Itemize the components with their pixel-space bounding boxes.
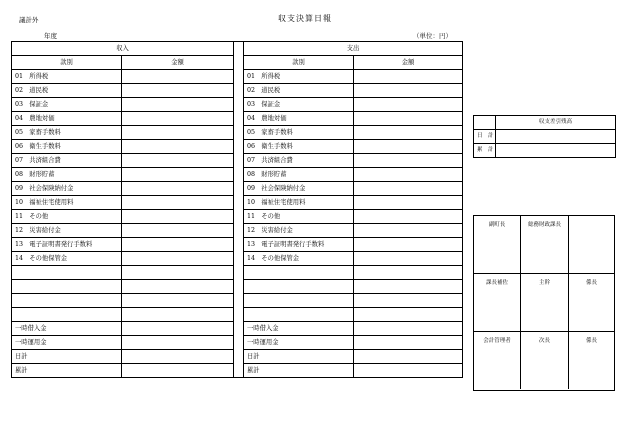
income-category: 06 衛生手数料 bbox=[12, 140, 122, 154]
expense-category: 13 電子証明書発行手数料 bbox=[244, 238, 354, 252]
expense-amount[interactable] bbox=[354, 252, 463, 266]
expense-category: 09 社会保険納付金 bbox=[244, 182, 354, 196]
income-footer-amount[interactable] bbox=[122, 364, 234, 378]
income-amount[interactable] bbox=[122, 84, 234, 98]
expense-amount[interactable] bbox=[354, 182, 463, 196]
expense-amount[interactable] bbox=[354, 154, 463, 168]
fiscal-year-label: 年度 bbox=[44, 32, 57, 40]
expense-category: 14 その他保管金 bbox=[244, 252, 354, 266]
expense-category: 01 所得税 bbox=[244, 70, 354, 84]
page-title: 収支決算日報 bbox=[278, 14, 332, 23]
income-footer-label: 一時借入金 bbox=[12, 322, 122, 336]
income-category: 05 家畜手数料 bbox=[12, 126, 122, 140]
table-row bbox=[12, 210, 463, 224]
table-row bbox=[12, 266, 463, 280]
expense-amount[interactable] bbox=[354, 98, 463, 112]
expense-footer-label: 日計 bbox=[244, 350, 354, 364]
table-row bbox=[12, 322, 463, 336]
income-category: 01 所得税 bbox=[12, 70, 122, 84]
table-row bbox=[12, 336, 463, 350]
expense-category bbox=[244, 294, 354, 308]
table-row bbox=[12, 98, 463, 112]
table-row bbox=[12, 196, 463, 210]
expense-amount[interactable] bbox=[354, 70, 463, 84]
expense-footer-label: 一時運用金 bbox=[244, 336, 354, 350]
income-category: 09 社会保険納付金 bbox=[12, 182, 122, 196]
approval-block bbox=[473, 215, 615, 391]
expense-amount[interactable] bbox=[354, 266, 463, 280]
income-footer-label: 日計 bbox=[12, 350, 122, 364]
expense-section-header: 支出 bbox=[244, 42, 463, 56]
income-category bbox=[12, 308, 122, 322]
expense-category: 08 財形貯蓄 bbox=[244, 168, 354, 182]
expense-amount[interactable] bbox=[354, 112, 463, 126]
income-amount[interactable] bbox=[122, 140, 234, 154]
expense-category bbox=[244, 308, 354, 322]
expense-amount[interactable] bbox=[354, 280, 463, 294]
stamp-box-accounting-manager[interactable]: 会計管理者 bbox=[474, 332, 521, 389]
unit-label: （単位：円） bbox=[413, 32, 452, 40]
income-category: 11 その他 bbox=[12, 210, 122, 224]
income-amount[interactable] bbox=[122, 238, 234, 252]
expense-amount[interactable] bbox=[354, 140, 463, 154]
expense-footer-label: 一時借入金 bbox=[244, 322, 354, 336]
income-category: 08 財形貯蓄 bbox=[12, 168, 122, 182]
income-amount[interactable] bbox=[122, 154, 234, 168]
expense-category: 11 その他 bbox=[244, 210, 354, 224]
income-footer-label: 累計 bbox=[12, 364, 122, 378]
expense-amount[interactable] bbox=[354, 126, 463, 140]
stamp-box-general-affairs-chief[interactable]: 総務財政課長 bbox=[521, 216, 569, 274]
expense-footer-amount[interactable] bbox=[354, 322, 463, 336]
table-row bbox=[12, 280, 463, 294]
income-amount[interactable] bbox=[122, 70, 234, 84]
expense-amount[interactable] bbox=[354, 308, 463, 322]
table-row bbox=[12, 238, 463, 252]
income-category: 13 電子証明書発行手数料 bbox=[12, 238, 122, 252]
expense-amount[interactable] bbox=[354, 238, 463, 252]
table-row bbox=[12, 140, 463, 154]
income-col-category: 款別 bbox=[12, 56, 122, 70]
expense-col-amount: 金額 bbox=[354, 56, 463, 70]
table-row bbox=[12, 294, 463, 308]
balance-daily-value[interactable] bbox=[496, 130, 616, 144]
doc-code: 議計外 bbox=[19, 16, 39, 24]
income-category: 14 その他保管金 bbox=[12, 252, 122, 266]
stamp-box-deputy-director[interactable]: 次長 bbox=[521, 332, 569, 389]
stamp-box-section-chief-2[interactable]: 係長 bbox=[585, 338, 597, 344]
expense-amount[interactable] bbox=[354, 84, 463, 98]
income-amount[interactable] bbox=[122, 266, 234, 280]
expense-amount[interactable] bbox=[354, 224, 463, 238]
income-amount[interactable] bbox=[122, 196, 234, 210]
table-row bbox=[12, 84, 463, 98]
income-footer-amount[interactable] bbox=[122, 350, 234, 364]
stamp-box-section-chief[interactable]: 係長 bbox=[569, 274, 614, 332]
expense-category: 02 道民税 bbox=[244, 84, 354, 98]
income-footer-amount[interactable] bbox=[122, 322, 234, 336]
expense-category: 04 農地対価 bbox=[244, 112, 354, 126]
income-category: 12 災害給付金 bbox=[12, 224, 122, 238]
income-amount[interactable] bbox=[122, 308, 234, 322]
income-amount[interactable] bbox=[122, 280, 234, 294]
expense-category: 10 福祉住宅使用料 bbox=[244, 196, 354, 210]
balance-row-label: 累 計 bbox=[474, 144, 496, 158]
expense-category bbox=[244, 280, 354, 294]
expense-footer-amount[interactable] bbox=[354, 364, 463, 378]
expense-amount[interactable] bbox=[354, 210, 463, 224]
table-row bbox=[12, 70, 463, 84]
income-col-amount: 金額 bbox=[122, 56, 234, 70]
income-amount[interactable] bbox=[122, 252, 234, 266]
expense-category: 03 保証金 bbox=[244, 98, 354, 112]
income-category: 02 道民税 bbox=[12, 84, 122, 98]
income-category: 03 保証金 bbox=[12, 98, 122, 112]
expense-footer-label: 累計 bbox=[244, 364, 354, 378]
income-amount[interactable] bbox=[122, 294, 234, 308]
income-expense-table bbox=[11, 41, 463, 378]
table-row bbox=[12, 350, 463, 364]
balance-table bbox=[473, 115, 616, 158]
expense-category bbox=[244, 266, 354, 280]
stamp-box-assistant-manager[interactable]: 課長補佐 bbox=[474, 274, 521, 332]
income-footer-label: 一時運用金 bbox=[12, 336, 122, 350]
income-footer-amount[interactable] bbox=[122, 336, 234, 350]
income-category: 04 農地対価 bbox=[12, 112, 122, 126]
income-amount[interactable] bbox=[122, 168, 234, 182]
income-amount[interactable] bbox=[122, 112, 234, 126]
stamp-box-chief-officer[interactable]: 主幹 bbox=[521, 274, 569, 332]
table-row bbox=[12, 364, 463, 378]
table-row bbox=[12, 224, 463, 238]
income-category: 10 福祉住宅使用料 bbox=[12, 196, 122, 210]
income-category bbox=[12, 266, 122, 280]
expense-category: 12 災害給付金 bbox=[244, 224, 354, 238]
income-section-header: 収入 bbox=[12, 42, 234, 56]
table-row bbox=[12, 252, 463, 266]
income-amount[interactable] bbox=[122, 98, 234, 112]
table-row bbox=[12, 168, 463, 182]
expense-footer-amount[interactable] bbox=[354, 336, 463, 350]
table-row bbox=[12, 308, 463, 322]
income-amount[interactable] bbox=[122, 224, 234, 238]
income-amount[interactable] bbox=[122, 126, 234, 140]
expense-category: 06 衛生手数料 bbox=[244, 140, 354, 154]
balance-row-label: 日 計 bbox=[474, 130, 496, 144]
income-category: 07 共済組合費 bbox=[12, 154, 122, 168]
balance-header: 収支差引残高 bbox=[496, 116, 616, 130]
income-category bbox=[12, 294, 122, 308]
expense-col-category: 款別 bbox=[244, 56, 354, 70]
expense-category: 07 共済組合費 bbox=[244, 154, 354, 168]
expense-amount[interactable] bbox=[354, 168, 463, 182]
income-category bbox=[12, 280, 122, 294]
stamp-box-deputy-mayor[interactable]: 副町長 bbox=[474, 216, 521, 274]
table-row bbox=[12, 154, 463, 168]
table-row bbox=[12, 112, 463, 126]
balance-cumulative-value[interactable] bbox=[496, 144, 616, 158]
expense-amount[interactable] bbox=[354, 196, 463, 210]
table-row bbox=[12, 182, 463, 196]
expense-amount[interactable] bbox=[354, 294, 463, 308]
expense-footer-amount[interactable] bbox=[354, 350, 463, 364]
expense-category: 05 家畜手数料 bbox=[244, 126, 354, 140]
income-amount[interactable] bbox=[122, 182, 234, 196]
income-amount[interactable] bbox=[122, 210, 234, 224]
table-row bbox=[12, 126, 463, 140]
